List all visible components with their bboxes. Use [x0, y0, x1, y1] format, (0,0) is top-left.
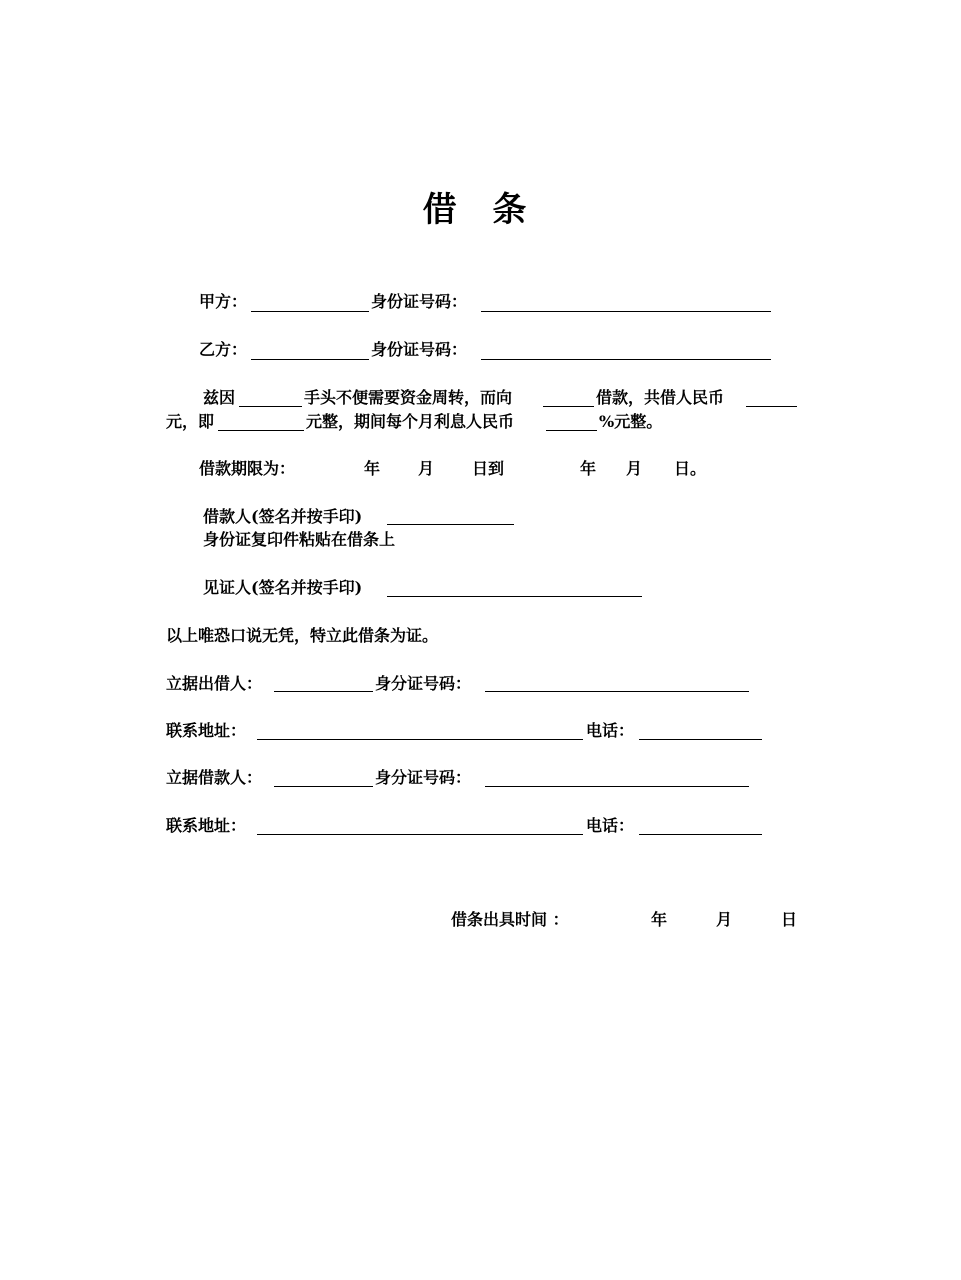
borrower-phone-label: 电话：	[586, 816, 635, 835]
lender-blank[interactable]	[543, 406, 594, 407]
issue-date-year: 年	[651, 910, 668, 929]
lender-phone-label: 电话：	[586, 721, 635, 740]
borrower-sign-label: 借款人(签名并按手印)	[203, 507, 363, 526]
body-text-2: 手头不便需要资金周转，而向	[304, 388, 513, 407]
lender-label: 立据出借人：	[166, 674, 263, 693]
party-a-name-blank[interactable]	[251, 311, 369, 312]
borrower-label: 立据借款人：	[166, 768, 263, 787]
witness-sign-blank[interactable]	[387, 596, 642, 597]
lender-name-blank[interactable]	[274, 691, 373, 692]
term-day-to: 日到	[472, 459, 505, 478]
amount-blank[interactable]	[746, 406, 797, 407]
borrower-address-blank[interactable]	[257, 834, 583, 835]
term-year-1: 年	[364, 459, 381, 478]
party-a-id-label: 身份证号码：	[371, 292, 468, 311]
body-text-3: 借款，共借人民币	[596, 388, 725, 407]
party-a-id-blank[interactable]	[481, 311, 771, 312]
party-b-name-blank[interactable]	[251, 359, 369, 360]
lender-id-blank[interactable]	[485, 691, 749, 692]
term-label: 借款期限为：	[199, 459, 296, 478]
page-title: 借 条	[422, 190, 539, 230]
body-text-6: %元整。	[599, 412, 663, 431]
issue-date-label: 借条出具时间 ：	[451, 910, 569, 929]
witness-sign-label: 见证人(签名并按手印)	[203, 578, 363, 597]
borrower-phone-blank[interactable]	[639, 834, 762, 835]
borrower-sign-blank[interactable]	[387, 524, 514, 525]
lender-id-label: 身分证号码：	[375, 674, 472, 693]
amount-words-blank[interactable]	[218, 430, 304, 431]
lender-address-blank[interactable]	[257, 739, 583, 740]
borrower-name-blank[interactable]	[274, 786, 373, 787]
issue-date-month: 月	[716, 910, 733, 929]
id-copy-note: 身份证复印件粘贴在借条上	[203, 530, 396, 549]
term-month-1: 月	[418, 459, 435, 478]
borrower-id-blank[interactable]	[485, 786, 749, 787]
body-text-5: 元整，期间每个月利息人民币	[306, 412, 515, 431]
term-day-end: 日。	[674, 459, 707, 478]
lender-address-label: 联系地址：	[166, 721, 247, 740]
party-b-id-blank[interactable]	[481, 359, 771, 360]
lender-phone-blank[interactable]	[639, 739, 762, 740]
party-b-id-label: 身份证号码：	[371, 340, 468, 359]
term-year-2: 年	[580, 459, 597, 478]
party-a-label: 甲方：	[199, 292, 248, 311]
reason-blank[interactable]	[239, 406, 302, 407]
party-b-label: 乙方：	[199, 340, 248, 359]
borrower-id-label: 身分证号码：	[375, 768, 472, 787]
interest-blank[interactable]	[546, 430, 597, 431]
issue-date-day: 日	[781, 910, 798, 929]
term-month-2: 月	[626, 459, 643, 478]
borrower-address-label: 联系地址：	[166, 816, 247, 835]
statement-text: 以上唯恐口说无凭，特立此借条为证。	[166, 626, 439, 645]
body-text-1: 兹因	[203, 388, 236, 407]
body-text-4: 元，即	[166, 412, 215, 431]
